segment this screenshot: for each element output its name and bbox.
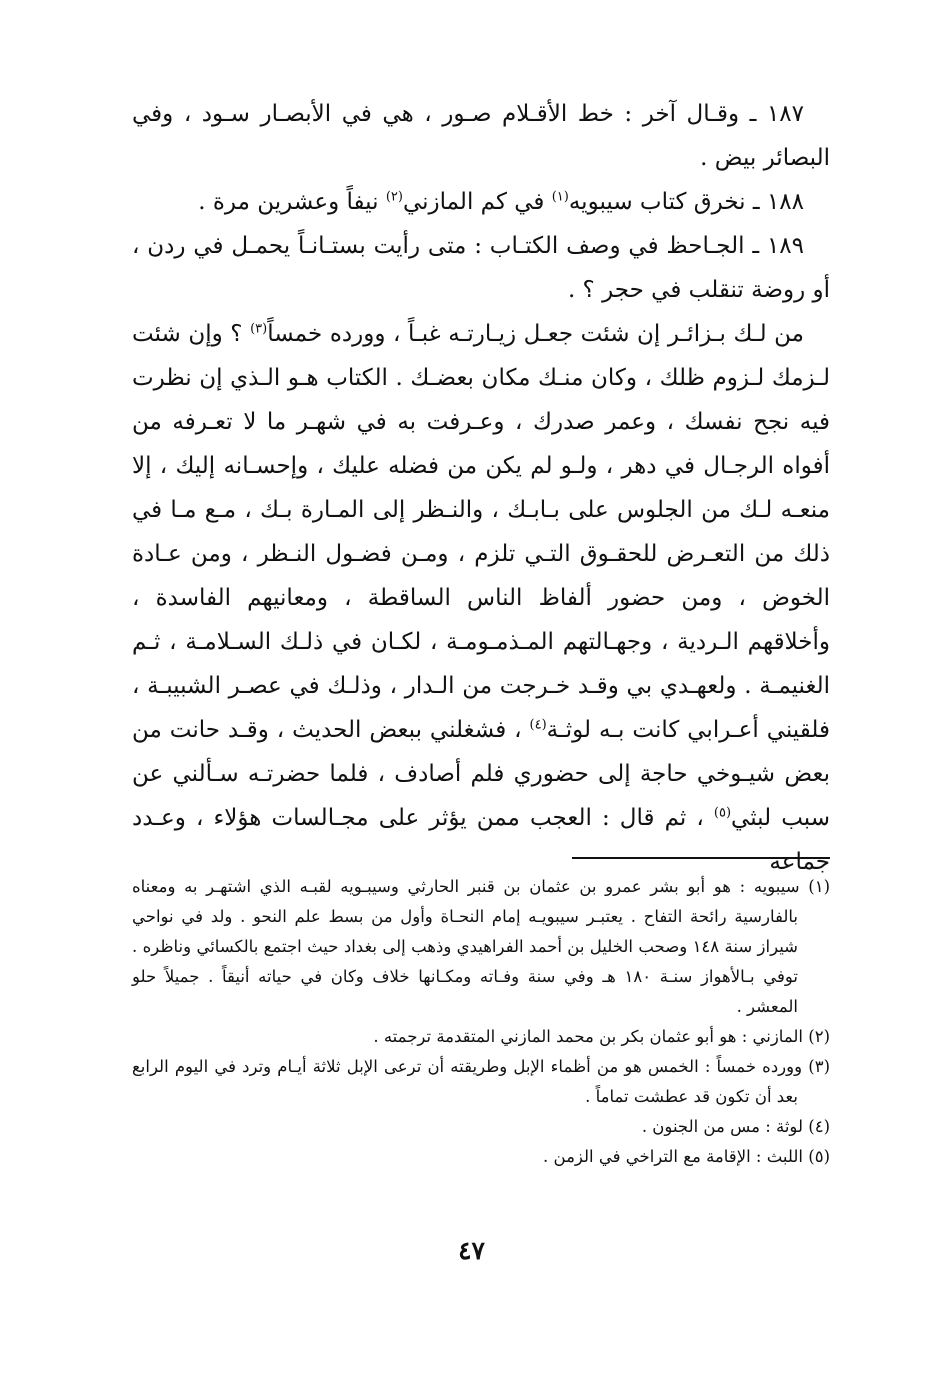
- footnote-1: [132, 872, 830, 1022]
- entry-189: [132, 224, 830, 312]
- entry-number: ١٨٧: [766, 101, 804, 127]
- footnote-text: اللبث : الإقامة مع التراخي في الزمن .: [543, 1147, 803, 1166]
- footnote-ref-4: (٤): [529, 717, 547, 733]
- passage-text: ؟ وإن شئت لـزمك لـزوم ظلك ، وكان منـك مكان بعضـك . الكتاب هـو الـذي إن نظرت فيه نجح نفسك ، وعمر صدرك ، وعـرفت به في شهـر ما لا تعـرفه من أفواه الرجـال في دهر ، ولـو لم يكن من فضله عليك ، وإحسـانه إليك ، إلا منعـه لـك من الجلوس على بـابـك ، والنـظر إلى المـارة بـك ، مـع مـا في ذلك من التعـرض للحقـوق التـي تلزم ، ومـن فضـول النـظر ، ومن عـادة الخوض ، ومن حضور ألفاظ الناس الساقطة ، ومعانيهم الفاسدة ، وأخلاقهم الـردية ، وجهـالتهم المـذمـومـة ، لكـان في ذلـك السـلامـة ، ثـم الغنيمـة . ولعهـدي بي وقـد خـرجت من الـدار ، وذلـك في عصـر الشبيبـة ، فلقيني أعـرابي كانت بـه لوثـة: [132, 321, 830, 743]
- footnote-ref-5: (٥): [713, 805, 732, 821]
- passage-text: ، ثم قال : العجب ممن يؤثر على مجـالسات هؤلاء ، وعـدد جماعة: [132, 805, 830, 875]
- footnote-text: سيبويه : هو أبو بشر عمرو بن عثمان بن قنبر الحارثي وسيبـويه لقبـه الذي اشتهـر به ومعناه بالفارسية رائحة التفاح . يعتبـر سيبويـه إمام النحـاة وأول من بسط علم النحو . ولد في نواحي شيراز سنة ١٤٨ وصحب الخليل بن أحمد الفراهيدي وذهب إلى بغداد حيث اجتمع بالكسائي وناظره . توفي بـالأهواز سنـة ١٨٠ هـ وفي سنة وفـاته ومكـانها خلاف وكان في حياته أنيقاً . جميلاً حلو المعشر .: [132, 877, 800, 1016]
- passage-text: ، فشغلني ببعض الحديث ، وقـد حانت من بعض شيـوخي حاجة إلى حضوري فلم أصادف ، فلما حضرتـه سـألني عن سبب لبثي: [132, 717, 830, 831]
- entry-text: ـ الجـاحظ في وصف الكتـاب : متى رأيت بستـانـاً يحمـل في ردن ، أو روضة تنقلب في حجر ؟ .: [132, 233, 830, 303]
- footnote-ref-1: (١): [551, 189, 569, 205]
- main-text: [132, 92, 830, 884]
- footnote-marker: (٣): [808, 1057, 830, 1076]
- entry-187: [132, 92, 830, 180]
- footnote-marker: (٤): [808, 1117, 830, 1136]
- footnote-2: [132, 1022, 830, 1052]
- entry-188: [132, 180, 830, 224]
- entry-number: ١٨٩: [766, 233, 804, 259]
- footnotes: [132, 872, 830, 1172]
- footnote-5: [132, 1142, 830, 1172]
- page-number: ٤٧: [458, 1236, 485, 1265]
- footnote-4: [132, 1112, 830, 1142]
- footnote-separator: [572, 857, 830, 859]
- entry-number: ١٨٨: [766, 189, 804, 215]
- footnote-marker: (٥): [808, 1147, 830, 1166]
- entry-text: ـ وقـال آخر : خط الأقـلام صـور ، هي في الأبصـار سـود ، وفي البصائر بيض .: [132, 101, 830, 171]
- footnote-text: لوثة : مس من الجنون .: [641, 1117, 803, 1136]
- footnote-ref-3: (٣): [250, 321, 268, 337]
- passage: [132, 312, 830, 884]
- footnote-marker: (١): [808, 877, 830, 896]
- entry-text: في كم المازني: [402, 189, 545, 215]
- footnote-marker: (٢): [808, 1027, 830, 1046]
- entry-text: ـ نخرق كتاب سيبويه: [568, 189, 760, 215]
- footnote-text: المازني : هو أبو عثمان بكر بن محمد المازني المتقدمة ترجمته .: [373, 1027, 803, 1046]
- passage-text: من لـك بـزائـر إن شئت جعـل زيـارتـه غبـاً ، وورده خمساً: [267, 321, 804, 347]
- footnote-text: وورده خمساً : الخمس هو من أظماء الإبل وطريقته أن ترعى الإبل ثلاثة أيـام وترد في اليوم الرابع بعد أن تكون قد عطشت تماماً .: [132, 1057, 803, 1106]
- footnote-3: [132, 1052, 830, 1112]
- footnote-ref-2: (٢): [385, 189, 403, 205]
- entry-text: نيفاً وعشرين مرة .: [198, 189, 379, 215]
